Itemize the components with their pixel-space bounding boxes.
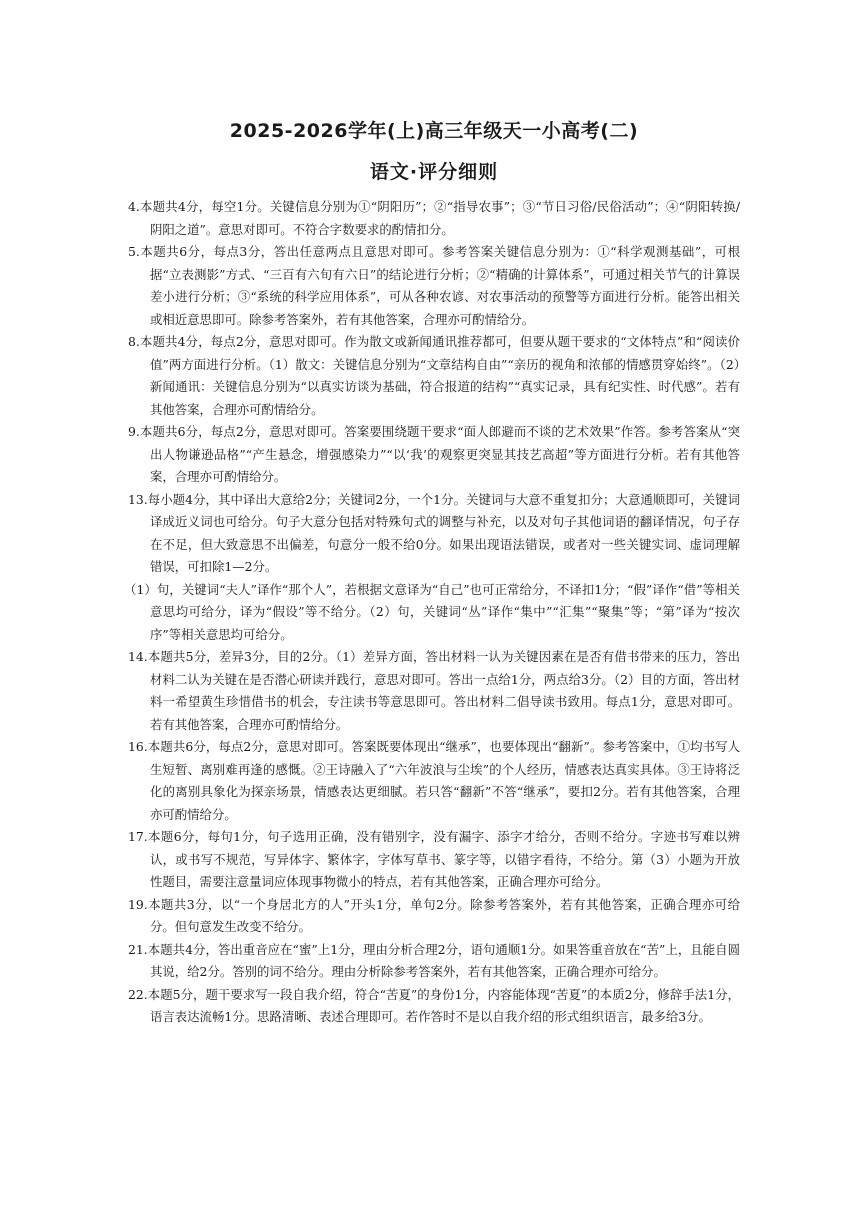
rule-item-q9: 9.本题共6分，每点2分，意思对即可。答案要围绕题干要求“面人郎避而不谈的艺术效果”作答。参考答案从“突出人物谦逊品格”“产生悬念，增强感染力”“以‘我’的观察更突显其技艺高超”等方面进行分析。若有其他答案，合理亦可酌情给分。 (128, 424, 740, 484)
rule-item-q17: 17.本题6分，每句1分，句子选用正确，没有错别字，没有漏字、添字才给分，否则不给分。字迹书写难以辨认，或书写不规范，写异体字、繁体字，字体写草书、篆字等，以错字看待，不给分。第（3）小题为开放性题目，需要注意量词应体现事物微小的特点，若有其他答案，正确合理亦可给分。 (128, 829, 740, 889)
document-subtitle: 语文·评分细则 (369, 161, 499, 183)
rule-item-q22: 22.本题5分，题干要求写一段自我介绍，符合“苦夏”的身份1分，内容能体现“苦夏”的本质2分，修辞手法1分，语言表达流畅1分。思路清晰、表述合理即可。若作答时不是以自我介绍的形式组织语言，最多给3分。 (128, 986, 740, 1024)
rule-item-q8: 8.本题共4分，每点2分，意思对即可。作为散文或新闻通讯推荐都可，但要从题干要求的“文体特点”和“阅读价值”两方面进行分析。（1）散文：关键信息分别为“文章结构自由”“亲历的视角和浓郁的情感贯穿始终”。（2）新闻通讯：关键信息分别为“以真实访谈为基础，符合报道的结构”“真实记录，具有纪实性、时代感”。若有其他答案，合理亦可酌情给分。 (128, 334, 740, 417)
rule-item-q21: 21.本题共4分，答出重音应在“蜜”上1分，理由分析合理2分，语句通顺1分。如果答重音放在“苦”上，且能自圆其说，给2分。答别的词不给分。理由分析除参考答案外，若有其他答案，正确合理亦可给分。 (128, 941, 740, 979)
rule-item-q13: 13.每小题4分，其中译出大意给2分；关键词2分，一个1分。关键词与大意不重复扣分；大意通顺即可，关键词译成近义词也可给分。句子大意分包括对特殊句式的调整与补充，以及对句子其他词语的翻译情况，句子存在不足，但大致意思不出偏差，句意分一般不给0分。如果出现语法错误，或者对一些关键实词、虚词理解错误，可扣除1—2分。 (128, 491, 740, 574)
rule-item-q14: 14.本题共5分，差异3分，目的2分。（1）差异方面，答出材料一认为关键因素在是否有借书带来的压力，答出材料二认为关键在是否潜心研读并践行，意思对即可。答出一点给1分，两点给3分。（2）目的方面，答出材料一希望黄生珍惜借书的机会，专注读书等意思即可。答出材料二倡导读书致用。每点1分，意思对即可。若有其他答案，合理亦可酌情给分。 (128, 649, 740, 732)
scoring-rules-list (124, 196, 740, 1029)
rule-item-q13-detail: （1）句，关键词“夫人”译作“那个人”，若根据文意译为“自己”也可正常给分，不译扣1分；“假”译作“借”等相关意思均可给分，译为“假设”等不给分。（2）句，关键词“丛”译作“集中”“汇集”“聚集”等；“第”译为“按次序”等相关意思均可给分。 (124, 581, 740, 642)
rule-item-q19: 19.本题共3分，以“一个身居北方的人”开头1分，单句2分。除参考答案外，若有其他答案，正确合理亦可给分。但句意发生改变不给分。 (128, 896, 740, 934)
rule-item-q5: 5.本题共6分，每点3分，答出任意两点且意思对即可。参考答案关键信息分别为：①“科学观测基础”，可根据“立表测影”方式、“三百有六旬有六日”的结论进行分析；②“精确的计算体系”，可通过相关节气的计算误差小进行分析；③“系统的科学应用体系”，可从各种农谚、对农事活动的预警等方面进行分析。能答出相关或相近意思即可。除参考答案外，若有其他答案，合理亦可酌情给分。 (128, 244, 740, 327)
rule-item-q4: 4.本题共4分，每空1分。关键信息分别为①“阴阳历”；②“指导农事”；③“节日习俗/民俗活动”；④“阴阳转换/阴阳之道”。意思对即可。不符合字数要求的酌情扣分。 (128, 199, 740, 237)
rule-item-q16: 16.本题共6分，每点2分，意思对即可。答案既要体现出“继承”，也要体现出“翻新”。参考答案中，①均书写人生短暂、离别难再逢的感慨。②王诗融入了“六年波浪与尘埃”的个人经历，情感表达真实具体。③王诗将泛化的离别具象化为探亲场景，情感表达更细腻。若只答“翻新”不答“继承”，要扣2分。若有其他答案，合理亦可酌情给分。 (128, 739, 740, 822)
document-title: 2025-2026学年(上)高三年级天一小高考(二) (229, 120, 639, 142)
